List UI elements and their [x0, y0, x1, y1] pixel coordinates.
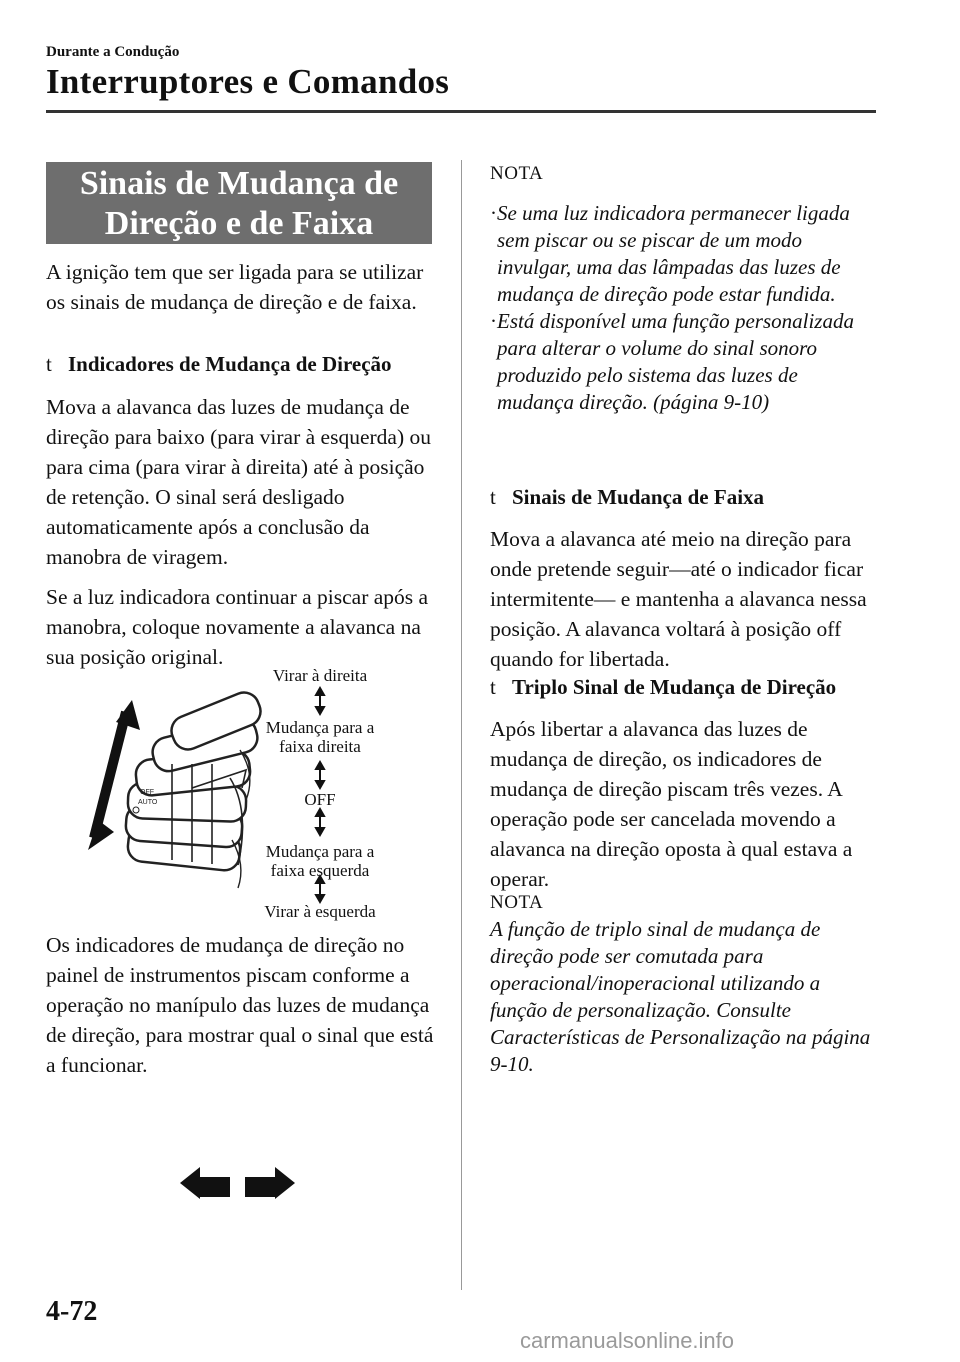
subhead-text: Indicadores de Mudança de Direção [68, 352, 392, 376]
subhead-turn-indicators [46, 350, 441, 378]
subhead-lane-change [490, 483, 885, 511]
prev-page-arrow-icon[interactable] [180, 1167, 230, 1199]
page-number: 4-72 [46, 1296, 98, 1327]
chapter-title: Interruptores e Comandos [46, 62, 450, 101]
subhead-text: Triplo Sinal de Mudança de Direção [512, 675, 837, 699]
header-rule [46, 110, 876, 113]
triple-signal-paragraph: Após libertar a alavanca das luzes de mudança de direção, os indicadores de mudança de direção piscam três vezes. A operação pode ser cancelada movendo a alavanca na direção oposta à qual estava a operar. [490, 717, 853, 891]
note-bullet: · Se uma luz indicadora permanecer ligada sem piscar ou se piscar de um modo invulgar, uma das lâmpadas das luzes de mudança de direção pode estar fundida. [490, 200, 875, 308]
column-divider [461, 160, 462, 1290]
label-turn-right: Virar à direita [272, 666, 368, 685]
note-bullet-text: Está disponível uma função personalizada para alterar o volume do sinal sonoro produzido pelo sistema das luzes de mudança direção. (página 9-10) [497, 309, 854, 414]
label-lane-left-line2: faixa esquerda [270, 861, 370, 880]
label-turn-left: Virar à esquerda [264, 902, 376, 921]
intro-paragraph: A ignição tem que ser ligada para se utilizar os sinais de mudança de direção e de faixa. [46, 260, 424, 314]
subhead-text: Sinais de Mudança de Faixa [512, 485, 765, 509]
lever-text-auto: AUTO [138, 799, 158, 806]
lever-text-off: OFF [140, 789, 154, 796]
page-navigation [180, 1165, 295, 1201]
turn-signal-lever-diagram [80, 660, 410, 922]
label-off: OFF [304, 790, 336, 809]
note-bullet: · Está disponível uma função personalizada para alterar o volume do sinal sonoro produzido pelo sistema das luzes de mudança direção. (página 9-10) [490, 308, 875, 416]
section-label: Durante a Condução [46, 44, 180, 60]
section-title-box [46, 162, 432, 244]
note-bullet-text: Se uma luz indicadora permanecer ligada sem piscar ou se piscar de um modo invulgar, uma das lâmpadas das luzes de mudança de direção pode estar fundida. [497, 201, 850, 306]
section-title-line2: Direção e de Faixa [104, 205, 374, 242]
subhead-marker: t [490, 675, 496, 699]
note-bullets [490, 200, 875, 416]
note-label: NOTA [490, 892, 544, 913]
label-lane-right-line2: faixa direita [279, 737, 361, 756]
watermark: carmanualsonline.info [520, 1328, 735, 1353]
next-page-arrow-icon[interactable] [245, 1167, 295, 1199]
label-lane-left [240, 842, 400, 880]
lever-illustration [80, 660, 410, 922]
label-lane-right [240, 718, 400, 756]
label-lane-left-line1: Mudança para a [265, 842, 375, 861]
indicator-blink-paragraph: Se a luz indicadora continuar a piscar após a manobra, coloque novamente a alavanca na sua posição original. [46, 585, 429, 669]
note-label: NOTA [490, 163, 544, 184]
subhead-marker: t [490, 485, 496, 509]
lane-change-paragraph: Mova a alavanca até meio na direção para onde pretende seguir—até o indicador ficar intermitente— e mantenha a alavanca nessa posição. A alavanca voltará à posição off quando for libertada. [490, 527, 867, 671]
turn-indicator-paragraph: Mova a alavanca das luzes de mudança de direção para baixo (para virar à esquerda) ou para cima (para virar à direita) até à posição de retenção. O sinal será desligado automaticamente após a conclusão da manobra de viragem. [46, 395, 431, 569]
dashboard-indicator-paragraph: Os indicadores de mudança de direção no painel de instrumentos piscam conforme a operação no manípulo das luzes de mudança de direção, para mostrar qual o sinal que está a funcionar. [46, 933, 434, 1077]
subhead-marker: t [46, 352, 52, 376]
section-title-line1: Sinais de Mudança de [79, 165, 399, 202]
subhead-triple-signal [490, 673, 885, 701]
note-body: A função de triplo sinal de mudança de direção pode ser comutada para operacional/inoperacional utilizando a função de personalização. Consulte Características de Personalização na página 9-10. [490, 917, 871, 1076]
label-lane-right-line1: Mudança para a [265, 718, 375, 737]
